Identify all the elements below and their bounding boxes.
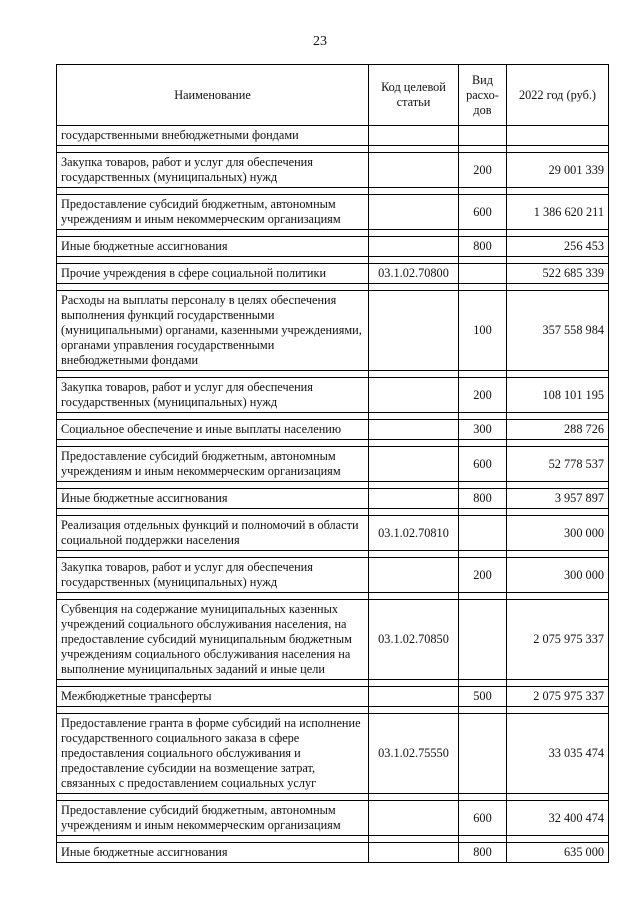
- row-spacer: [57, 593, 609, 600]
- spacer-cell: [369, 230, 459, 237]
- cell-amount: 2 075 975 337: [507, 687, 609, 707]
- cell-name: Предоставление гранта в форме субсидий на исполнение государственного социального заказа в сфере предоставления социального обслуживания и предоставление субсидии на возмещение затрат, связанных с предоставлением социальных услуг: [57, 714, 369, 794]
- row-spacer: [57, 836, 609, 843]
- cell-name: Расходы на выплаты персоналу в целях обеспечения выполнения функций государственными (муниципальными) органами, казенными учреждениями, органами управления государственными внебюджетными фондами: [57, 291, 369, 371]
- cell-name: Закупка товаров, работ и услуг для обеспечения государственных (муниципальных) нужд: [57, 153, 369, 188]
- spacer-cell: [369, 440, 459, 447]
- cell-type: 200: [459, 153, 507, 188]
- row-spacer: [57, 794, 609, 801]
- cell-amount: 3 957 897: [507, 489, 609, 509]
- cell-amount: 33 035 474: [507, 714, 609, 794]
- cell-type: 200: [459, 558, 507, 593]
- row-spacer: [57, 707, 609, 714]
- spacer-cell: [507, 371, 609, 378]
- cell-amount: 288 726: [507, 420, 609, 440]
- spacer-cell: [459, 593, 507, 600]
- cell-code: [369, 378, 459, 413]
- cell-code: [369, 291, 459, 371]
- cell-amount: 32 400 474: [507, 801, 609, 836]
- cell-name: Предоставление субсидий бюджетным, автономным учреждениям и иным некоммерческим организациям: [57, 801, 369, 836]
- cell-name: Иные бюджетные ассигнования: [57, 237, 369, 257]
- cell-type: 800: [459, 843, 507, 863]
- cell-code: [369, 126, 459, 146]
- spacer-cell: [507, 482, 609, 489]
- cell-type: [459, 714, 507, 794]
- table-row: [57, 516, 609, 551]
- cell-type: 500: [459, 687, 507, 707]
- header-code: Код целевой статьи: [369, 65, 459, 126]
- cell-amount: 29 001 339: [507, 153, 609, 188]
- spacer-cell: [507, 680, 609, 687]
- table-row: [57, 801, 609, 836]
- cell-type: 600: [459, 447, 507, 482]
- cell-code: 03.1.02.70810: [369, 516, 459, 551]
- spacer-cell: [459, 482, 507, 489]
- cell-type: 300: [459, 420, 507, 440]
- cell-amount: 300 000: [507, 558, 609, 593]
- spacer-cell: [57, 284, 369, 291]
- spacer-cell: [57, 413, 369, 420]
- cell-amount: 108 101 195: [507, 378, 609, 413]
- table-row: [57, 600, 609, 680]
- table-header-row: [57, 65, 609, 126]
- row-spacer: [57, 146, 609, 153]
- spacer-cell: [459, 257, 507, 264]
- spacer-cell: [507, 413, 609, 420]
- spacer-cell: [507, 836, 609, 843]
- row-spacer: [57, 284, 609, 291]
- row-spacer: [57, 509, 609, 516]
- cell-amount: 2 075 975 337: [507, 600, 609, 680]
- cell-name: Субвенция на содержание муниципальных казенных учреждений социального обслуживания населения, на предоставление субсидий муниципальным бюджетным учреждениям социального обслуживания населения на выполнение муниципальных заданий и иные цели: [57, 600, 369, 680]
- cell-name: Прочие учреждения в сфере социальной политики: [57, 264, 369, 284]
- spacer-cell: [507, 284, 609, 291]
- row-spacer: [57, 482, 609, 489]
- table-row: [57, 558, 609, 593]
- cell-amount: 300 000: [507, 516, 609, 551]
- cell-amount: 522 685 339: [507, 264, 609, 284]
- spacer-cell: [459, 836, 507, 843]
- cell-code: [369, 558, 459, 593]
- spacer-cell: [507, 794, 609, 801]
- cell-name: государственными внебюджетными фондами: [57, 126, 369, 146]
- cell-type: 600: [459, 801, 507, 836]
- cell-type: [459, 600, 507, 680]
- cell-name: Предоставление субсидий бюджетным, автономным учреждениям и иным некоммерческим организациям: [57, 447, 369, 482]
- cell-amount: 1 386 620 211: [507, 195, 609, 230]
- cell-code: [369, 195, 459, 230]
- spacer-cell: [459, 371, 507, 378]
- table-row: [57, 489, 609, 509]
- cell-name: Социальное обеспечение и иные выплаты населению: [57, 420, 369, 440]
- spacer-cell: [459, 146, 507, 153]
- spacer-cell: [369, 482, 459, 489]
- cell-name: Предоставление субсидий бюджетным, автономным учреждениям и иным некоммерческим организациям: [57, 195, 369, 230]
- spacer-cell: [369, 593, 459, 600]
- cell-code: 03.1.02.75550: [369, 714, 459, 794]
- cell-name: Закупка товаров, работ и услуг для обеспечения государственных (муниципальных) нужд: [57, 558, 369, 593]
- page-number: 23: [313, 34, 327, 49]
- table-body: [57, 126, 609, 863]
- budget-table: [56, 64, 609, 863]
- spacer-cell: [507, 146, 609, 153]
- spacer-cell: [507, 257, 609, 264]
- cell-code: [369, 420, 459, 440]
- table-row: [57, 714, 609, 794]
- spacer-cell: [57, 680, 369, 687]
- table-row: [57, 843, 609, 863]
- spacer-cell: [459, 794, 507, 801]
- spacer-cell: [57, 230, 369, 237]
- header-name: Наименование: [57, 65, 369, 126]
- cell-amount: 357 558 984: [507, 291, 609, 371]
- row-spacer: [57, 440, 609, 447]
- spacer-cell: [507, 188, 609, 195]
- spacer-cell: [459, 284, 507, 291]
- row-spacer: [57, 551, 609, 558]
- table-row: [57, 447, 609, 482]
- spacer-cell: [459, 188, 507, 195]
- header-type: Вид расхо-дов: [459, 65, 507, 126]
- cell-type: [459, 264, 507, 284]
- row-spacer: [57, 680, 609, 687]
- cell-type: 200: [459, 378, 507, 413]
- spacer-cell: [459, 440, 507, 447]
- cell-type: [459, 516, 507, 551]
- table-row: [57, 237, 609, 257]
- spacer-cell: [369, 188, 459, 195]
- spacer-cell: [57, 188, 369, 195]
- spacer-cell: [459, 680, 507, 687]
- cell-code: [369, 489, 459, 509]
- cell-code: [369, 153, 459, 188]
- spacer-cell: [507, 707, 609, 714]
- cell-type: 800: [459, 237, 507, 257]
- spacer-cell: [57, 482, 369, 489]
- cell-code: [369, 687, 459, 707]
- spacer-cell: [57, 257, 369, 264]
- spacer-cell: [57, 146, 369, 153]
- row-spacer: [57, 371, 609, 378]
- table-row: [57, 195, 609, 230]
- row-spacer: [57, 230, 609, 237]
- spacer-cell: [369, 836, 459, 843]
- table-row: [57, 153, 609, 188]
- spacer-cell: [369, 680, 459, 687]
- spacer-cell: [369, 707, 459, 714]
- spacer-cell: [57, 836, 369, 843]
- spacer-cell: [507, 509, 609, 516]
- spacer-cell: [369, 146, 459, 153]
- cell-amount: 52 778 537: [507, 447, 609, 482]
- cell-amount: 256 453: [507, 237, 609, 257]
- table-row: [57, 687, 609, 707]
- spacer-cell: [459, 551, 507, 558]
- row-spacer: [57, 188, 609, 195]
- row-spacer: [57, 413, 609, 420]
- spacer-cell: [57, 551, 369, 558]
- spacer-cell: [459, 230, 507, 237]
- spacer-cell: [369, 413, 459, 420]
- spacer-cell: [459, 413, 507, 420]
- cell-code: [369, 447, 459, 482]
- table-row: [57, 420, 609, 440]
- cell-type: 100: [459, 291, 507, 371]
- spacer-cell: [57, 371, 369, 378]
- spacer-cell: [57, 440, 369, 447]
- cell-code: [369, 801, 459, 836]
- cell-name: Иные бюджетные ассигнования: [57, 843, 369, 863]
- cell-code: 03.1.02.70800: [369, 264, 459, 284]
- cell-amount: 635 000: [507, 843, 609, 863]
- header-amount: 2022 год (руб.): [507, 65, 609, 126]
- spacer-cell: [369, 257, 459, 264]
- cell-code: [369, 237, 459, 257]
- spacer-cell: [369, 371, 459, 378]
- cell-name: Межбюджетные трансферты: [57, 687, 369, 707]
- spacer-cell: [369, 509, 459, 516]
- cell-name: Реализация отдельных функций и полномочий в области социальной поддержки населения: [57, 516, 369, 551]
- table-row: [57, 378, 609, 413]
- spacer-cell: [459, 509, 507, 516]
- cell-amount: [507, 126, 609, 146]
- spacer-cell: [57, 509, 369, 516]
- cell-name: Закупка товаров, работ и услуг для обеспечения государственных (муниципальных) нужд: [57, 378, 369, 413]
- spacer-cell: [369, 284, 459, 291]
- table-row: [57, 264, 609, 284]
- spacer-cell: [57, 794, 369, 801]
- spacer-cell: [369, 794, 459, 801]
- table-row: [57, 126, 609, 146]
- cell-type: 600: [459, 195, 507, 230]
- spacer-cell: [369, 551, 459, 558]
- spacer-cell: [507, 551, 609, 558]
- cell-name: Иные бюджетные ассигнования: [57, 489, 369, 509]
- cell-type: 800: [459, 489, 507, 509]
- cell-type: [459, 126, 507, 146]
- spacer-cell: [507, 593, 609, 600]
- spacer-cell: [57, 707, 369, 714]
- cell-code: [369, 843, 459, 863]
- spacer-cell: [507, 230, 609, 237]
- row-spacer: [57, 257, 609, 264]
- spacer-cell: [57, 593, 369, 600]
- cell-code: 03.1.02.70850: [369, 600, 459, 680]
- table-row: [57, 291, 609, 371]
- spacer-cell: [459, 707, 507, 714]
- spacer-cell: [507, 440, 609, 447]
